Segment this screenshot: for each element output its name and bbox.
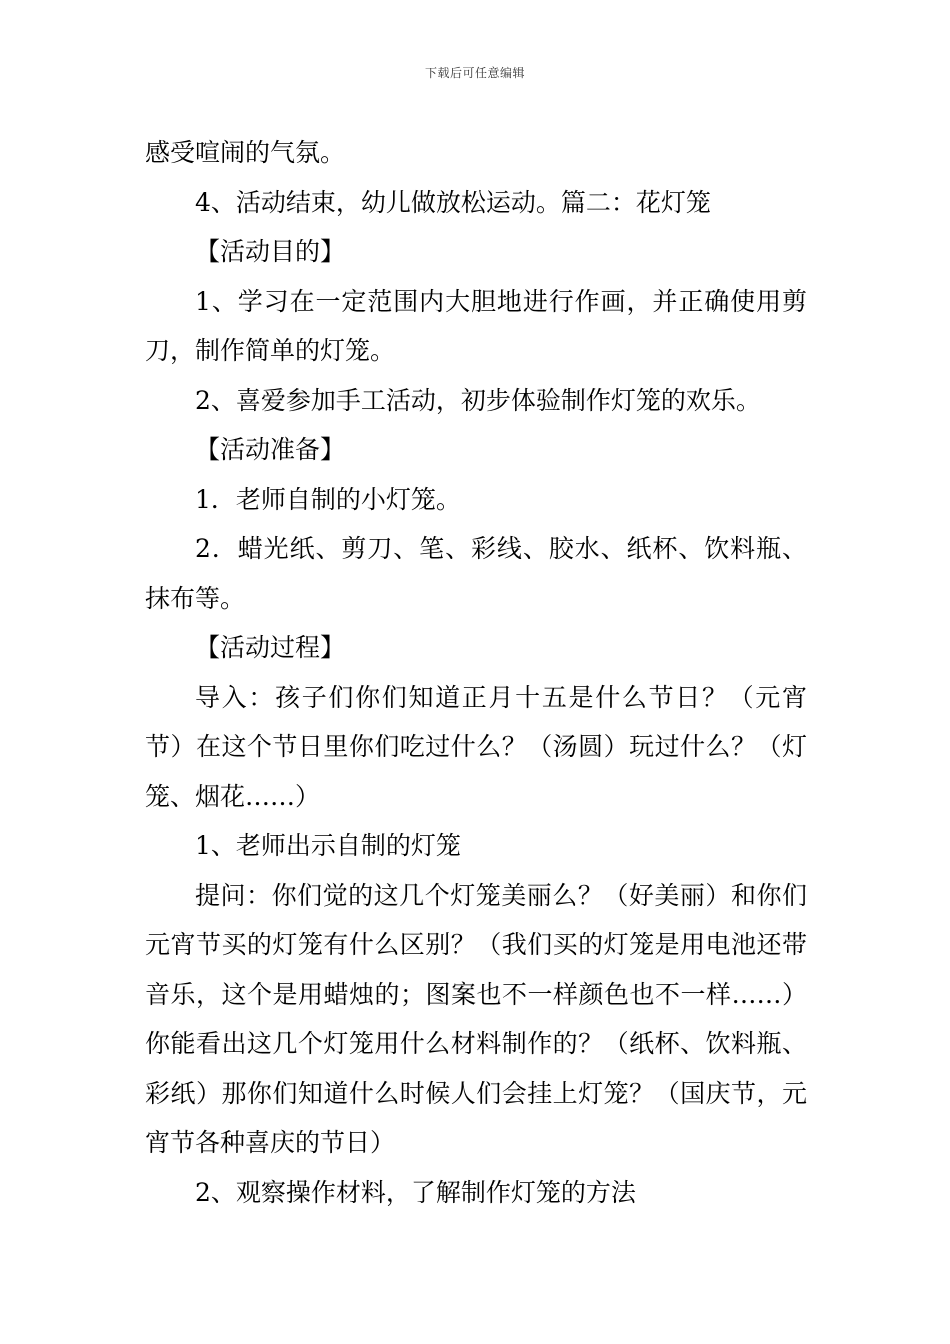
page-header: 下载后可任意编辑 (424, 66, 525, 80)
paragraph-4: 1、学习在一定范围内大胆地进行作画，并正确使用剪刀，制作简单的灯笼。 (145, 286, 807, 365)
section-heading-purpose: 【活动目的】 (195, 237, 346, 266)
paragraph-10: 导入：孩子们你们知道正月十五是什么节日？（元宵节）在这个节日里你们吃过什么？（汤圆）玩过什么？（灯笼、烟花……） (145, 682, 807, 811)
paragraph-2: 4、活动结束，幼儿做放松运动。篇二：花灯笼 (195, 187, 711, 217)
paragraph-13: 2、观察操作材料，了解制作灯笼的方法 (195, 1177, 636, 1207)
paragraph-8: 2．蜡光纸、剪刀、笔、彩线、胶水、纸杯、饮料瓶、抹布等。 (145, 534, 807, 613)
document-body (145, 128, 807, 1217)
paragraph-7: 1．老师自制的小灯笼。 (195, 484, 461, 514)
section-heading-preparation: 【活动准备】 (195, 435, 346, 464)
paragraph-11: 1、老师出示自制的灯笼 (195, 831, 461, 860)
paragraph-12: 提问：你们觉的这几个灯笼美丽么？（好美丽）和你们元宵节买的灯笼有什么区别？（我们买的灯笼是用电池还带音乐，这个是用蜡烛的；图案也不一样颜色也不一样……）你能看出这几个灯笼用什么材料制作的？（纸杯、饮料瓶、彩纸）那你们知道什么时候人们会挂上灯笼？（国庆节，元宵节各种喜庆的节日） (145, 880, 807, 1157)
paragraph-1: 感受喧闹的气氛。 (145, 138, 346, 167)
paragraph-5: 2、喜爱参加手工活动，初步体验制作灯笼的欢乐。 (195, 385, 761, 415)
section-heading-process: 【活动过程】 (195, 633, 346, 662)
